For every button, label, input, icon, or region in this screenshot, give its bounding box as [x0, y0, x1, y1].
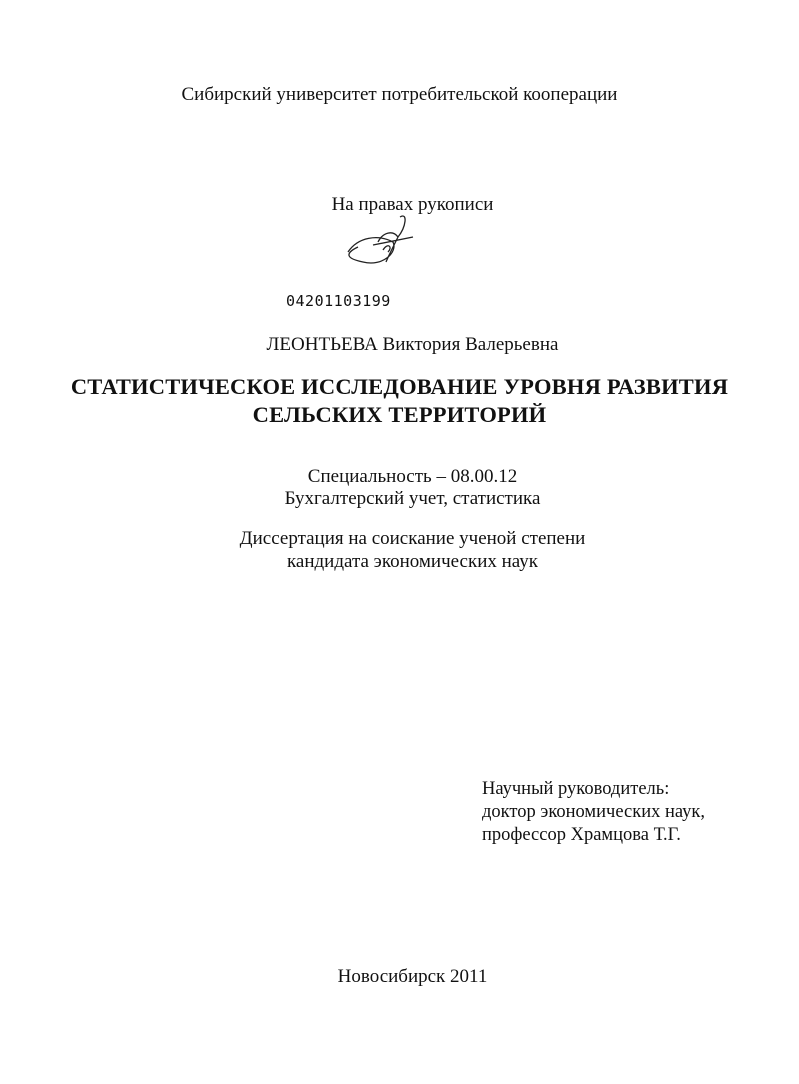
rights-note: На правах рукописи [331, 194, 494, 215]
supervisor-degree: доктор экономических наук, [482, 802, 706, 822]
supervisor-label: Научный руководитель: [482, 779, 670, 799]
university-name: Сибирский университет потребительской кооперации [181, 84, 618, 105]
degree-line-1: Диссертация на соискание ученой степени [239, 528, 586, 549]
thesis-title-line-2: СЕЛЬСКИХ ТЕРРИТОРИЙ [252, 402, 547, 427]
degree-line-2: кандидата экономических наук [286, 551, 539, 572]
author-name: ЛЕОНТЬЕВА Виктория Валерьевна [266, 334, 559, 355]
signature [338, 212, 428, 272]
thesis-title-line-1: СТАТИСТИЧЕСКОЕ ИССЛЕДОВАНИЕ УРОВНЯ РАЗВИТИЯ [70, 374, 729, 399]
catalog-number: 04201103199 [286, 292, 391, 310]
specialty-code: Специальность – 08.00.12 [307, 466, 518, 487]
specialty-name: Бухгалтерский учет, статистика [284, 488, 541, 509]
city-year: Новосибирск 2011 [337, 966, 488, 987]
supervisor-name: профессор Храмцова Т.Г. [482, 825, 681, 845]
